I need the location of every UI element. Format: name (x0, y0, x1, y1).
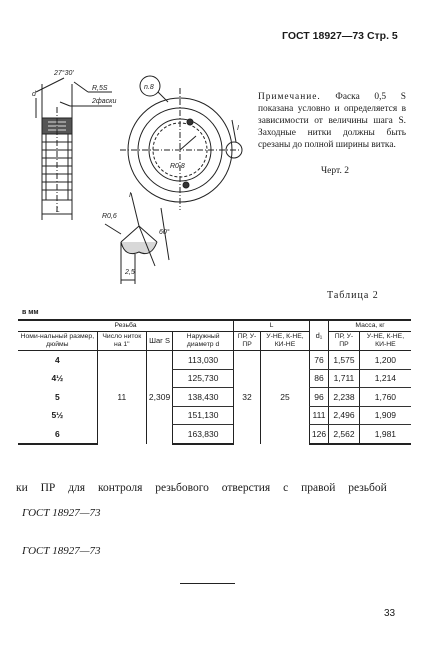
cell-mass-pr: 2,238 (329, 388, 360, 407)
label-chamfer-size: R,5S (92, 85, 108, 92)
cell-size: 5½ (51, 410, 64, 421)
label-angle: 27°30' (54, 70, 74, 77)
th-size: Номи-нальный размер, дюймы (18, 332, 97, 351)
cell-mass-pr: 2,496 (329, 406, 360, 425)
label-tooth-angle: 60° (159, 229, 170, 236)
cell-d1: 96 (309, 388, 328, 407)
cell-mass-pr: 1,575 (329, 351, 360, 370)
horizontal-rule (180, 583, 235, 584)
cell-mass-une: 1,214 (359, 369, 411, 388)
cell-d1: 76 (309, 351, 328, 370)
table-row (18, 425, 411, 444)
cell-outer: 163,830 (173, 425, 234, 444)
table-row (18, 351, 411, 370)
cell-mass-pr: 1,711 (329, 369, 360, 388)
cell-outer: 151,130 (173, 406, 234, 425)
header-page-label: Стр. 5 (366, 30, 398, 42)
gauge-front-view (120, 70, 250, 205)
label-section-axis: I (237, 125, 239, 132)
cell-size: 5 (54, 391, 60, 402)
cell-d1: 126 (309, 425, 328, 444)
cell-mass-une: 1,200 (359, 351, 411, 370)
table-row (18, 406, 411, 425)
label-length: L (56, 207, 60, 214)
cell-mass-une: 1,909 (359, 406, 411, 425)
cell-size: 4½ (51, 373, 64, 384)
th-l: L (234, 320, 310, 332)
cell-size: 6 (18, 425, 97, 444)
table-row (18, 388, 411, 407)
cell-d1: 86 (309, 369, 328, 388)
th-thread: Резьба (18, 320, 234, 332)
th-outer: Наружный диаметр d (173, 332, 234, 351)
cell-mass-une: 1,981 (359, 425, 411, 444)
table-caption: Таблица 2 (327, 290, 379, 301)
cell-l-pr: 32 (234, 351, 261, 444)
label-tooth-radius: R0,6 (102, 213, 117, 220)
label-tooth-depth: 2,5 (125, 269, 135, 276)
header-standard: ГОСТ 18927—73 (282, 30, 365, 42)
drawing-reference: Черт. 2 (321, 166, 349, 176)
note-text: Фаска 0,5 S показана условно и определяется в зависимости от величины шага S. Заходные нитки должны быть срезаны до полной ширины витка. (258, 92, 406, 150)
cell-mass-une: 1,760 (359, 388, 411, 407)
table-row (18, 369, 411, 388)
cell-d1: 111 (309, 406, 328, 425)
page-number: 33 (384, 608, 396, 619)
cell-mass-pr: 2,562 (329, 425, 360, 444)
th-pitch: Шаг S (146, 332, 172, 351)
th-threads: Число ниток на 1" (97, 332, 146, 351)
figure-note (258, 91, 406, 151)
thread-tooth-detail (95, 188, 195, 298)
label-r08: R0,8 (170, 163, 185, 170)
th-mass: Масса, кг (329, 320, 411, 332)
gost-line-2: ГОСТ 18927—73 (22, 545, 101, 557)
cell-l-une: 25 (261, 351, 310, 444)
th-pr-m: ПР, У-ПР (329, 332, 360, 351)
units-label: в мм (22, 309, 39, 316)
label-chamfers: 2фаски (92, 98, 117, 105)
cell-threads: 11 (97, 351, 146, 444)
note-title: Примечание. (258, 92, 321, 102)
label-tooth-axis: I (129, 192, 131, 199)
cell-outer: 113,030 (173, 351, 234, 370)
th-une-l: У-НЕ, К-НЕ, КИ-НЕ (261, 332, 310, 351)
th-d1: d₁ (309, 320, 328, 351)
label-d: d (32, 91, 36, 98)
th-pr-l: ПР, У-ПР (234, 332, 261, 351)
cell-pitch: 2,309 (146, 351, 172, 444)
label-roughness: n.8 (144, 84, 154, 91)
page-header (282, 30, 398, 42)
gost-line-1: ГОСТ 18927—73 (22, 507, 101, 519)
cell-size: 4 (54, 355, 60, 365)
cell-outer: 138,430 (173, 388, 234, 407)
body-text: ки ПР для контроля резьбового отверстия с правой резьбой (16, 482, 387, 494)
dimensions-table (18, 319, 411, 445)
cell-outer: 125,730 (173, 369, 234, 388)
th-une-m: У-НЕ, К-НЕ, КИ-НЕ (359, 332, 411, 351)
